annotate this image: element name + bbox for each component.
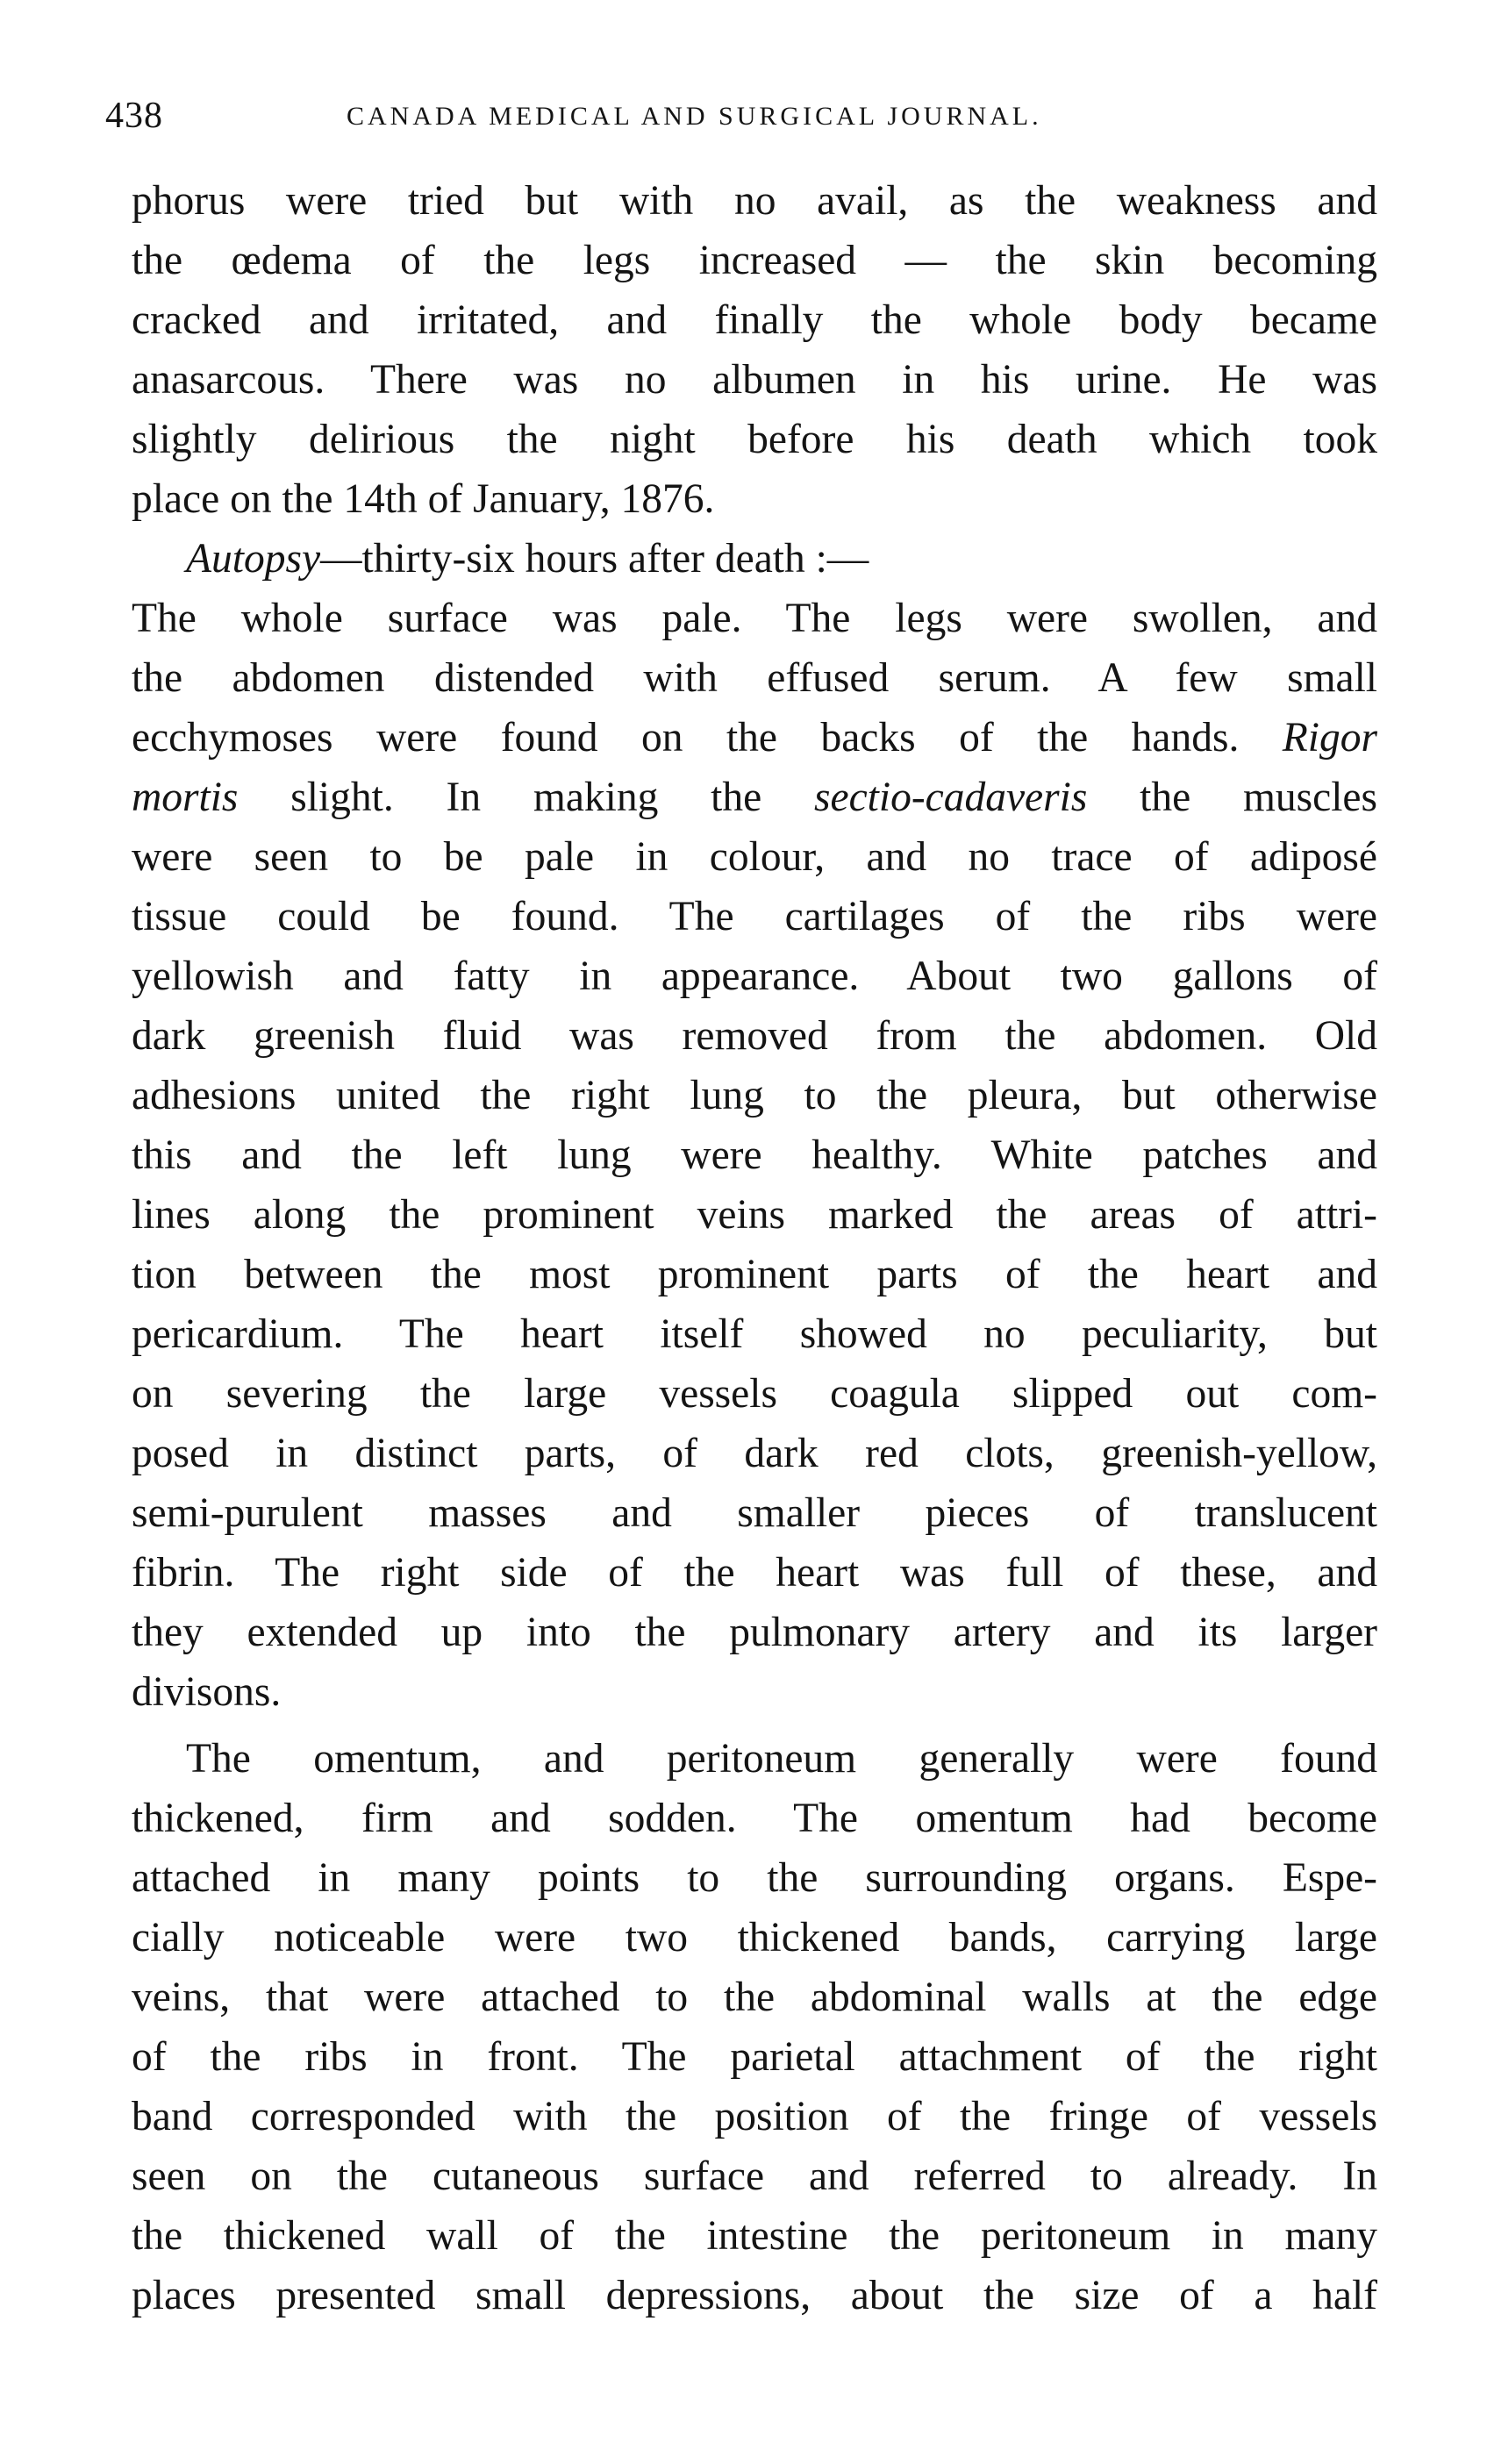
text-line: posed in distinct parts, of dark red clots, greenish-yellow, — [132, 1431, 1377, 1476]
text-line: the thickened wall of the intestine the peritoneum in many — [132, 2213, 1377, 2259]
text-line: semi-purulent masses and smaller pieces of translucent — [132, 1490, 1377, 1536]
page-header — [105, 95, 1377, 147]
text-line: lines along the prominent veins marked the areas of attri- — [132, 1192, 1377, 1238]
text-line: they extended up into the pulmonary artery and its larger — [132, 1610, 1377, 1655]
text-line: tion between the most prominent parts of the heart and — [132, 1252, 1377, 1297]
text-line: places presented small depressions, about the size of a half — [132, 2273, 1377, 2318]
running-head: CANADA MEDICAL AND SURGICAL JOURNAL. — [347, 102, 1042, 131]
text-line: divisons. — [132, 1669, 282, 1715]
text-line: thickened, firm and sodden. The omentum had become — [132, 1796, 1377, 1841]
italic-term: Rigor — [1282, 715, 1377, 761]
italic-term: mortis — [132, 775, 239, 820]
text-line: cially noticeable were two thickened bands, carrying large — [132, 1915, 1377, 1960]
text-line: attached in many points to the surrounding organs. Espe- — [132, 1855, 1377, 1901]
body-text — [132, 171, 1377, 2325]
text-line: The omentum, and peritoneum generally were found — [186, 1736, 1377, 1782]
text-line: anasarcous. There was no albumen in his urine. He was — [132, 357, 1377, 403]
text-line: on severing the large vessels coagula slipped out com- — [132, 1371, 1377, 1417]
text-line: dark greenish fluid was removed from the abdomen. Old — [132, 1013, 1377, 1059]
italic-term: sectio-cadaveris — [814, 775, 1088, 820]
text-line: seen on the cutaneous surface and referred to already. In — [132, 2153, 1377, 2199]
page-number: 438 — [105, 96, 163, 136]
text-line: adhesions united the right lung to the pleura, but otherwise — [132, 1073, 1377, 1118]
text-line: cracked and irritated, and finally the whole body became — [132, 297, 1377, 343]
text-line: the œdema of the legs increased — the skin becoming — [132, 238, 1377, 283]
text-line: ecchymoses were found on the backs of the hands. Rigor — [132, 715, 1377, 761]
text-line: mortis slight. In making the sectio-cadaveris the muscles — [132, 775, 1378, 820]
text-line: tissue could be found. The cartilages of the ribs were — [132, 894, 1377, 939]
text-line: yellowish and fatty in appearance. About two gallons of — [132, 953, 1377, 999]
text-line: The whole surface was pale. The legs were swollen, and — [132, 596, 1377, 641]
text-line: veins, that were attached to the abdominal walls at the edge — [132, 1975, 1377, 2020]
text-line: were seen to be pale in colour, and no trace of adiposé — [132, 834, 1377, 880]
text-line: Autopsy—thirty-six hours after death :— — [186, 536, 869, 582]
text-line: slightly delirious the night before his death which took — [132, 417, 1377, 462]
text-line: this and the left lung were healthy. White patches and — [132, 1132, 1377, 1178]
text-line: of the ribs in front. The parietal attachment of the right — [132, 2034, 1377, 2080]
text-line: band corresponded with the position of the fringe of vessels — [132, 2094, 1377, 2139]
text-line: pericardium. The heart itself showed no peculiarity, but — [132, 1311, 1377, 1357]
italic-term: Autopsy — [186, 536, 321, 582]
text-line: phorus were tried but with no avail, as the weakness and — [132, 178, 1377, 224]
text-line: place on the 14th of January, 1876. — [132, 476, 715, 522]
text-line: the abdomen distended with effused serum. A few small — [132, 655, 1377, 701]
text-line: fibrin. The right side of the heart was full of these, and — [132, 1550, 1377, 1596]
